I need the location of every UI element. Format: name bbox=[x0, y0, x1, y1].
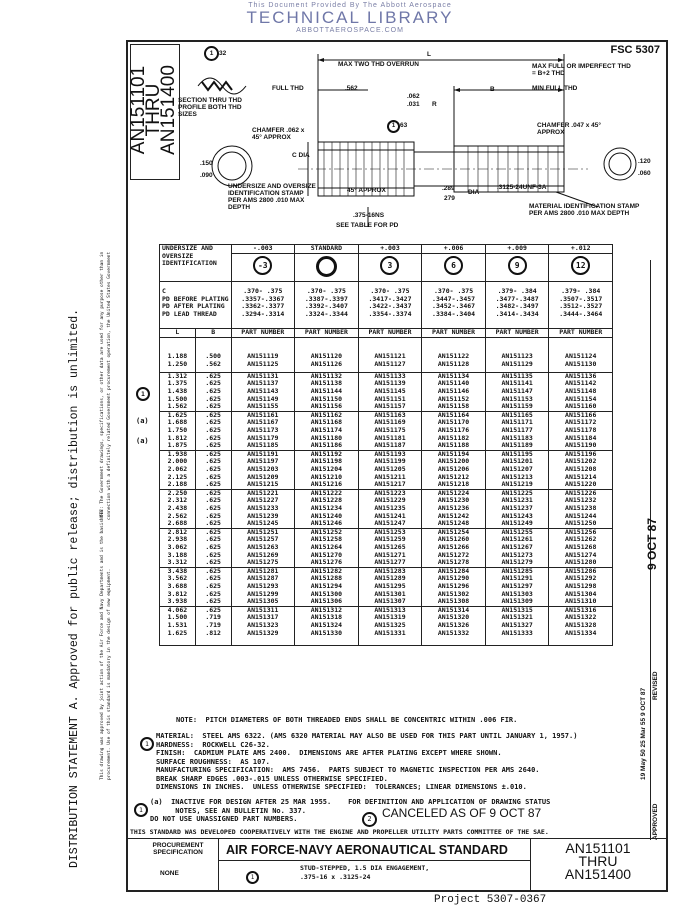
part-number-cell: AN151286 AN151292 AN151298 AN151304 AN151310 bbox=[549, 567, 613, 606]
table-row bbox=[160, 567, 613, 606]
col-head-L: L bbox=[160, 329, 196, 338]
canceled-note: CANCELED AS OF 9 OCT 87 bbox=[382, 806, 542, 820]
part-number-cell: AN151256 AN151262 AN151268 AN151274 AN151280 bbox=[549, 528, 613, 567]
an-number-range: AN151101 THRU AN151400 bbox=[564, 840, 632, 882]
part-number-cell: AN151135 AN151141 AN151147 AN151153 AN151159 bbox=[485, 372, 549, 411]
dim-120: .120 bbox=[638, 158, 651, 165]
dim-031: .031 bbox=[407, 101, 420, 108]
part-number-cell: AN151132 AN151138 AN151144 AN151150 AN151156 bbox=[295, 372, 359, 411]
dim-150: .150 bbox=[200, 160, 213, 167]
pd-values-5: .379- .384 .3477-.3487 .3482-.3497 .3414-.3434 bbox=[485, 282, 549, 329]
part-number-cell: AN151314 AN151320 AN151326 AN151332 bbox=[422, 606, 486, 645]
table-row bbox=[160, 489, 613, 528]
pd-values-4: .370- .375 .3447-.3457 .3452-.3467 .3384-.3404 bbox=[422, 282, 486, 329]
dim-B: B bbox=[490, 86, 495, 93]
part-number-cell: AN151131 AN151137 AN151143 AN151149 AN151155 bbox=[231, 372, 295, 411]
part-number-cell: AN151136 AN151142 AN151148 AN151154 AN151160 bbox=[549, 372, 613, 411]
pd-labels: C PD BEFORE PLATING PD AFTER PLATING PD LEAD THREAD bbox=[160, 282, 232, 329]
dim-R: R bbox=[432, 101, 437, 108]
size-col-6: +.012 bbox=[549, 245, 613, 254]
dim-062: .062 bbox=[407, 93, 420, 100]
distribution-statement: DISTRIBUTION STATEMENT A. Approved for public release; distribution is unlimited. bbox=[68, 309, 81, 868]
part-number-cell: AN151165 AN151171 AN151177 AN151183 AN151189 bbox=[485, 411, 549, 450]
chamfer-right-label: CHAMFER .047 x 45° APPROX bbox=[537, 122, 602, 136]
b-length-cell: .625 .719 .719 .812 bbox=[195, 606, 231, 645]
col-head-part-3: PART NUMBER bbox=[358, 329, 422, 338]
pd-values-6: .379- .384 .3507-.3517 .3512-.3527 .3444-.3464 bbox=[549, 282, 613, 329]
ident-header: UNDERSIZE AND OVERSIZE IDENTIFICATION bbox=[160, 245, 232, 282]
callout-32: 32 bbox=[219, 50, 227, 57]
approx-45: 45° APPROX bbox=[347, 187, 386, 194]
callout-63: 63 bbox=[400, 122, 408, 129]
length-cell: 2.250 2.312 2.438 2.562 2.688 bbox=[160, 489, 196, 528]
max-full-label: MAX FULL OR IMPERFECT THD = B+2 THD bbox=[532, 63, 631, 77]
length-cell: 3.438 3.562 3.688 3.812 3.938 bbox=[160, 567, 196, 606]
part-number-cell: AN151282 AN151288 AN151294 AN151300 AN151306 bbox=[295, 567, 359, 606]
table-row bbox=[160, 528, 613, 567]
ident-mark-5: 9 bbox=[508, 256, 527, 275]
part-number-cell: AN151164 AN151170 AN151176 AN151182 AN151188 bbox=[422, 411, 486, 450]
b-length-cell: .625 .625 .625 .625 .625 bbox=[195, 567, 231, 606]
table-row bbox=[160, 450, 613, 489]
part-number-cell: AN151252 AN151258 AN151264 AN151270 AN151276 bbox=[295, 528, 359, 567]
revised-label: REVISED bbox=[652, 671, 659, 700]
dim-L: L bbox=[427, 51, 431, 58]
revision-dates: 19 May 50 25 Mar 55 9 OCT 87 bbox=[640, 687, 647, 780]
side-note-4: connection with a definitely related Government procurement operation, the United States Government bbox=[107, 251, 112, 520]
part-number-cell: AN151281 AN151287 AN151293 AN151299 AN151305 bbox=[231, 567, 295, 606]
part-number-cell: AN151191 AN151197 AN151203 AN151209 AN151215 bbox=[231, 450, 295, 489]
ident-mark-2 bbox=[316, 256, 337, 277]
section-label: SECTION THRU THD PROFILE BOTH THD SIZES bbox=[178, 97, 242, 118]
part-number-cell: AN151123 AN151129 bbox=[485, 337, 549, 372]
length-cell: 4.062 1.500 1.531 1.625 bbox=[160, 606, 196, 645]
chamfer-left-label: CHAMFER .062 x 45° APPROX bbox=[252, 127, 305, 141]
part-number-cell: AN151255 AN151261 AN151267 AN151273 AN151279 bbox=[485, 528, 549, 567]
b-length-cell: .625 .625 .625 .625 .625 bbox=[195, 411, 231, 450]
pd-values-3: .370- .375 .3417-.3427 .3422-.3437 .3354-.3374 bbox=[358, 282, 422, 329]
part-number-cell: AN151224 AN151230 AN151236 AN151242 AN151248 bbox=[422, 489, 486, 528]
ident-mark-4: 6 bbox=[444, 256, 463, 275]
pd-values-2: .370- .375 .3387-.3397 .3392-.3407 .3324-.3344 bbox=[295, 282, 359, 329]
thread-left: .375-16NS bbox=[353, 212, 385, 219]
length-cell: 1.188 1.250 bbox=[160, 337, 196, 372]
min-full-label: MIN FULL THD bbox=[532, 85, 578, 92]
part-number-cell: AN151161 AN151167 AN151173 AN151179 AN151185 bbox=[231, 411, 295, 450]
b-length-cell: .500 .562 bbox=[195, 337, 231, 372]
part-number-cell: AN151254 AN151260 AN151266 AN151272 AN151278 bbox=[422, 528, 486, 567]
table-row bbox=[160, 411, 613, 450]
col-head-part-2: PART NUMBER bbox=[295, 329, 359, 338]
part-number-cell: AN151163 AN151169 AN151175 AN151181 AN151187 bbox=[358, 411, 422, 450]
part-number-cell: AN151119 AN151125 bbox=[231, 337, 295, 372]
see-table-label: SEE TABLE FOR PD bbox=[336, 222, 399, 229]
part-number-cell: AN151133 AN151139 AN151145 AN151151 AN151157 bbox=[358, 372, 422, 411]
side-title: AN151101 THRU AN151400 bbox=[128, 65, 179, 155]
library-header-line1: This Document Provided By The Abbott Aerospace bbox=[248, 2, 452, 9]
part-number-cell: AN151253 AN151259 AN151265 AN151271 AN151277 bbox=[358, 528, 422, 567]
length-cell: 1.938 2.000 2.062 2.125 2.188 bbox=[160, 450, 196, 489]
inactive-note: (a) INACTIVE FOR DESIGN AFTER 25 MAR 1955. FOR DEFINITION AND APPLICATION OF DRAWING STATUS NOTES, SEE AN BULLETIN No. 337. DO NOT USE UNASSIGNED PART NUMBERS. bbox=[150, 798, 551, 823]
full-thd-label: FULL THD bbox=[272, 85, 304, 92]
thread-right: .3125-24UNF-3A bbox=[497, 184, 547, 191]
part-number-table bbox=[159, 244, 613, 646]
part-number-cell: AN151315 AN151321 AN151327 AN151333 bbox=[485, 606, 549, 645]
big-revision-date: 9 OCT 87 bbox=[645, 517, 659, 570]
part-number-cell: AN151193 AN151199 AN151205 AN151211 AN151217 bbox=[358, 450, 422, 489]
col-head-part-6: PART NUMBER bbox=[549, 329, 613, 338]
part-number-cell: AN151222 AN151228 AN151234 AN151240 AN151246 bbox=[295, 489, 359, 528]
part-number-cell: AN151122 AN151128 bbox=[422, 337, 486, 372]
col-head-B: B bbox=[195, 329, 231, 338]
part-number-cell: AN151195 AN151201 AN151207 AN151213 AN151219 bbox=[485, 450, 549, 489]
row-mark-a2: (a) bbox=[136, 437, 149, 445]
dim-289: .289 bbox=[442, 185, 455, 192]
part-number-cell: AN151316 AN151322 AN151328 AN151334 bbox=[549, 606, 613, 645]
max-two-thd-label: MAX TWO THD OVERRUN bbox=[338, 61, 419, 68]
size-col-4: +.006 bbox=[422, 245, 486, 254]
dim-562: .562 bbox=[345, 85, 358, 92]
ident-mark-3: 3 bbox=[380, 256, 399, 275]
ident-mark-1: -3 bbox=[253, 256, 272, 275]
col-head-part-1: PART NUMBER bbox=[231, 329, 295, 338]
size-col-2: STANDARD bbox=[295, 245, 359, 254]
part-number-cell: AN151226 AN151232 AN151238 AN151244 AN151250 bbox=[549, 489, 613, 528]
b-length-cell: .625 .625 .625 .625 .625 bbox=[195, 372, 231, 411]
part-number-cell: AN151166 AN151172 AN151178 AN151184 AN151190 bbox=[549, 411, 613, 450]
pitch-note: NOTE: PITCH DIAMETERS OF BOTH THREADED ENDS SHALL BE CONCENTRIC WITHIN .006 FIR. bbox=[176, 716, 518, 724]
part-number-cell: AN151120 AN151126 bbox=[295, 337, 359, 372]
part-number-cell: AN151284 AN151290 AN151296 AN151302 AN151308 bbox=[422, 567, 486, 606]
table-row bbox=[160, 372, 613, 411]
part-number-cell: AN151196 AN151202 AN151208 AN151214 AN151220 bbox=[549, 450, 613, 489]
length-cell: 1.625 1.688 1.750 1.812 1.875 bbox=[160, 411, 196, 450]
part-number-cell: AN151124 AN151130 bbox=[549, 337, 613, 372]
col-head-part-4: PART NUMBER bbox=[422, 329, 486, 338]
dim-279: 279 bbox=[444, 195, 455, 202]
table-row bbox=[160, 337, 613, 372]
undersize-stamp-label: UNDERSIZE AND OVERSIZE IDENTIFICATION STAMP PER AMS 2800 .010 MAX DEPTH bbox=[228, 183, 316, 211]
part-number-cell: AN151313 AN151319 AN151325 AN151331 bbox=[358, 606, 422, 645]
part-number-cell: AN151134 AN151140 AN151146 AN151152 AN151158 bbox=[422, 372, 486, 411]
thread-hatch bbox=[202, 82, 232, 90]
size-col-3: +.003 bbox=[358, 245, 422, 254]
side-note-2: procurement. Use of this standard is mandatory in the design of new equipment. bbox=[107, 568, 112, 780]
approved-label: APPROVED bbox=[652, 803, 659, 840]
part-number-cell: AN151283 AN151289 AN151295 AN151301 AN151307 bbox=[358, 567, 422, 606]
size-col-1: -.003 bbox=[231, 245, 295, 254]
material-id-label: MATERIAL IDENTIFICATION STAMP PER AMS 2800 .010 MAX DEPTH bbox=[529, 203, 640, 217]
length-cell: 1.312 1.375 1.438 1.500 1.562 bbox=[160, 372, 196, 411]
part-number-cell: AN151223 AN151229 AN151235 AN151241 AN151247 bbox=[358, 489, 422, 528]
length-cell: 2.812 2.938 3.062 3.188 3.312 bbox=[160, 528, 196, 567]
part-number-cell: AN151192 AN151198 AN151204 AN151210 AN151216 bbox=[295, 450, 359, 489]
ident-mark-6: 12 bbox=[571, 256, 590, 275]
fsc-code: FSC 5307 bbox=[610, 44, 660, 56]
row-mark-1: 1 bbox=[136, 387, 150, 401]
standard-title: AIR FORCE-NAVY AERONAUTICAL STANDARD bbox=[226, 843, 508, 857]
procurement-none: NONE bbox=[160, 870, 179, 877]
b-length-cell: .625 .625 .625 .625 .625 bbox=[195, 528, 231, 567]
b-length-cell: .625 .625 .625 .625 .625 bbox=[195, 450, 231, 489]
dia-label: DIA bbox=[468, 189, 480, 196]
c-dia-label: C DIA bbox=[292, 152, 310, 159]
part-number-cell: AN151221 AN151227 AN151233 AN151239 AN151245 bbox=[231, 489, 295, 528]
part-number-cell: AN151285 AN151291 AN151297 AN151303 AN151309 bbox=[485, 567, 549, 606]
part-number-cell: AN151251 AN151257 AN151263 AN151269 AN151275 bbox=[231, 528, 295, 567]
dim-090: .090 bbox=[200, 172, 213, 179]
size-col-5: +.009 bbox=[485, 245, 549, 254]
row-mark-a1: (a) bbox=[136, 417, 149, 425]
table-row bbox=[160, 606, 613, 645]
project-number: Project 5307-0367 bbox=[434, 894, 547, 906]
developed-note: THIS STANDARD WAS DEVELOPED COOPERATIVELY WITH THE ENGINE AND PROPELLER UTILITY PARTS COMMITTEE OF THE SAE. bbox=[130, 828, 549, 836]
dim-060: .060 bbox=[638, 170, 651, 177]
part-number-cell: AN151162 AN151168 AN151174 AN151180 AN151186 bbox=[295, 411, 359, 450]
col-head-part-5: PART NUMBER bbox=[485, 329, 549, 338]
procurement-spec-label: PROCUREMENT SPECIFICATION bbox=[152, 842, 204, 856]
library-header-title: TECHNICAL LIBRARY bbox=[246, 8, 454, 27]
side-note-1: This drawing was approved by joint action of the Air Force and Navy Departments and is the basis for bbox=[100, 509, 105, 780]
part-number-cell: AN151225 AN151231 AN151237 AN151243 AN151249 bbox=[485, 489, 549, 528]
material-notes: MATERIAL: STEEL AMS 6322. (AMS 6320 MATERIAL MAY ALSO BE USED FOR THIS PART UNTIL JANUARY 1, 1957.) HARDNESS: ROCKWELL C26-32. FINISH: CADMIUM PLATE AMS 2400. DIMENSIONS ARE AFTER PLATING EXCEPT WHERE SHOWN. SURFACE ROUGHNESS: AS 107. MANUFACTURING SPECIFICATION: AMS 7456. PARTS SUBJECT TO MAGNETIC INSPECTION PER AMS 2640. BREAK SHARP EDGES .003-.015 UNLESS OTHERWISE SPECIFIED. DIMENSIONS IN INCHES. UNLESS OTHERWISE SPECIFIED: TOLERANCES; LINEAR DIMENSIONS ±.010. bbox=[156, 732, 578, 791]
part-number-cell: AN151194 AN151200 AN151206 AN151212 AN151218 bbox=[422, 450, 486, 489]
pd-values-1: .370- .375 .3357-.3367 .3362-.3377 .3294-.3314 bbox=[231, 282, 295, 329]
part-number-cell: AN151121 AN151127 bbox=[358, 337, 422, 372]
side-note-3: NOTE: The Government drawings, specifications, or other data are used for any purpose other than in bbox=[100, 251, 105, 520]
part-number-cell: AN151312 AN151318 AN151324 AN151330 bbox=[295, 606, 359, 645]
library-header-url: ABBOTTAEROSPACE.COM bbox=[296, 27, 404, 34]
b-length-cell: .625 .625 .625 .625 .625 bbox=[195, 489, 231, 528]
part-number-cell: AN151311 AN151317 AN151323 AN151329 bbox=[231, 606, 295, 645]
part-description: STUD-STEPPED, 1.5 DIA ENGAGEMENT, .375-16 x .3125-24 bbox=[300, 864, 430, 881]
